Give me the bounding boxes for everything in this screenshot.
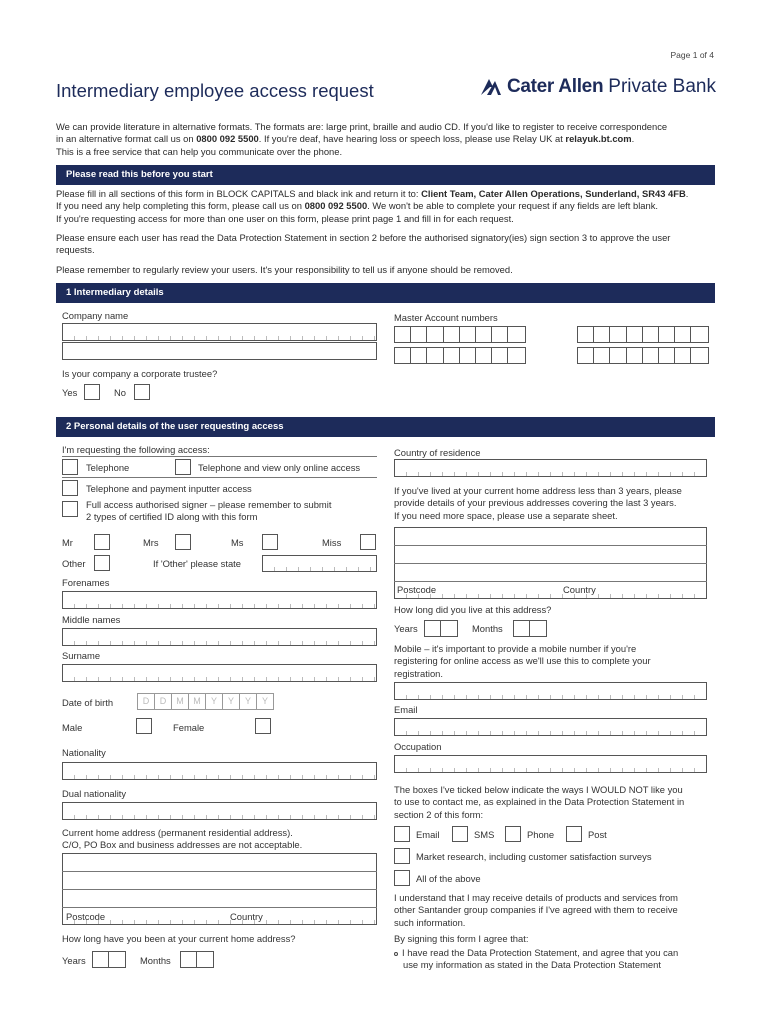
no-post-checkbox[interactable] [566,826,582,842]
other-label: Other [62,558,86,569]
no-label: No [114,387,126,398]
help-phone: 0800 092 5500 [304,200,368,212]
no-email-checkbox[interactable] [394,826,410,842]
read-first-p4: Please ensure each user has read the Data Protection Statement in section 2 before the authorised signatory(ies) sign section 3 to approve the user requests. [56,232,671,256]
no-sms-checkbox[interactable] [452,826,468,842]
mr-label: Mr [62,537,73,548]
requesting-label: I'm requesting the following access: [62,444,210,455]
mr-checkbox[interactable] [94,534,110,550]
understand-text: I understand that I may receive details of products and services from other Santander group companies if I've agreed with them to receive such information. [394,892,678,928]
email-field[interactable] [394,718,707,736]
male-checkbox[interactable] [136,718,152,734]
occupation-field[interactable] [394,755,707,773]
divider [62,889,377,890]
country-label: Country [230,911,263,922]
yes-label: Yes [62,387,78,398]
dob-year-1[interactable]: Y [205,693,223,710]
intro-text [56,121,716,158]
dob-month-2[interactable]: M [188,693,206,710]
dob-year-4[interactable]: Y [256,693,274,710]
intro-line-3: This is a free service that can help you communicate over the phone. [56,145,343,157]
tel-payment-checkbox[interactable] [62,480,78,496]
no-market-research-checkbox[interactable] [394,848,410,864]
divider [62,477,377,478]
logo-bold: Cater Allen [506,76,604,97]
dual-nationality-field[interactable] [62,802,377,820]
no-email-label: Email [416,829,440,840]
prev-months-field[interactable] [513,620,547,637]
dob-field[interactable] [137,693,273,710]
company-name-label: Company name [62,310,129,321]
dob-year-2[interactable]: Y [222,693,240,710]
trustee-yes-checkbox[interactable] [84,384,100,400]
middle-names-label: Middle names [62,614,121,625]
dob-year-3[interactable]: Y [239,693,257,710]
company-name-field-2[interactable] [62,342,377,360]
master-account-grid-2[interactable] [577,326,709,343]
corporate-trustee-label: Is your company a corporate trustee? [62,368,218,379]
years-field[interactable] [92,951,126,968]
market-research-label: Market research, including customer satisfaction surveys [416,851,652,862]
prev-years-label: Years [394,623,418,634]
section-1-heading: 1 Intermediary details [56,283,715,303]
return-address: Client Team, Cater Allen Operations, Sunderland, SR43 4FB [421,188,686,199]
tel-view-checkbox[interactable] [175,459,191,475]
occupation-label: Occupation [394,741,442,752]
agreement-bullet: I have read the Data Protection Statement, and agree that you can use my information as stated in the Data Protection Statement [394,947,678,972]
ms-label: Ms [231,537,244,548]
no-post-label: Post [588,829,607,840]
miss-label: Miss [322,537,342,548]
prev-country-label: Country [563,584,596,595]
dob-day-2[interactable]: D [154,693,172,710]
contact-preferences-text: The boxes I've ticked below indicate the ways I WOULD NOT like you to use to contact me, as explained in the Data Protection Statement in section 2 of this form: [394,784,685,820]
no-sms-label: SMS [474,829,495,840]
prev-postcode-label: Postcode [397,584,437,595]
mobile-field[interactable] [394,682,707,700]
previous-address-text: If you've lived at your current home address less than 3 years, please provide details of your previous addresses covering the last 3 years. If you need more space, please use a separate sheet. [394,485,682,521]
dob-month-1[interactable]: M [171,693,189,710]
all-above-checkbox[interactable] [394,870,410,886]
telephone-label: Telephone [86,462,130,473]
prev-months-label: Months [472,623,503,634]
years-label: Years [62,955,86,966]
other-state-label: If 'Other' please state [153,558,242,569]
mrs-label: Mrs [143,537,159,548]
prev-years-field[interactable] [424,620,458,637]
dual-nationality-label: Dual nationality [62,788,127,799]
tel-view-label: Telephone and view only online access [198,462,361,473]
nationality-field[interactable] [62,762,377,780]
forenames-field[interactable] [62,591,377,609]
surname-field[interactable] [62,664,377,682]
divider [62,871,377,872]
telephone-checkbox[interactable] [62,459,78,475]
surname-label: Surname [62,650,101,661]
no-phone-label: Phone [527,829,555,840]
female-label: Female [173,722,205,733]
no-phone-checkbox[interactable] [505,826,521,842]
middle-names-field[interactable] [62,628,377,646]
full-access-label: Full access authorised signer – please remember to submit 2 types of certified ID along with this form [86,499,332,522]
section-2-heading: 2 Personal details of the user requesting access [56,417,715,437]
signing-label: By signing this form I agree that: [394,933,529,944]
master-account-grid-1[interactable] [394,326,526,343]
divider [394,563,707,564]
bullet-icon [394,952,398,956]
how-long-current-label: How long have you been at your current home address? [62,933,296,944]
divider [62,907,377,908]
read-first-text: Please fill in all sections of this form in BLOCK CAPITALS and black ink and return it to: Client Team, Cater Allen Operations, Sunderland, SR43 4FB. If you need any help completing this form, please call us on 0800 092 5500. We won't be able to complete your request if any fields are left blank. If you're requesting access for more than one user on this form, please print page 1 and fill in for each request. [56,188,689,224]
months-label: Months [140,955,171,966]
all-above-label: All of the above [416,873,481,884]
country-residence-field[interactable] [394,459,707,477]
mobile-label: Mobile – it's important to provide a mobile number if you're registering for online access as we'll use this to complete your registration. [394,643,651,679]
page-title: Intermediary employee access request [56,80,374,101]
trustee-no-checkbox[interactable] [134,384,150,400]
divider [394,545,707,546]
master-account-grid-3[interactable] [394,347,526,364]
master-account-label: Master Account numbers [394,312,498,323]
forenames-label: Forenames [62,577,110,588]
tel-payment-label: Telephone and payment inputter access [86,483,252,494]
read-first-p5: Please remember to regularly review your users. It's your responsibility to tell us if anyone should be removed. [56,264,513,275]
male-label: Male [62,722,83,733]
dob-day-1[interactable]: D [137,693,155,710]
country-residence-label: Country of residence [394,447,481,458]
divider [62,456,377,457]
flame-logo-icon [479,77,503,97]
other-state-field[interactable] [262,555,377,572]
read-first-heading: Please read this before you start [56,165,715,185]
months-field[interactable] [180,951,214,968]
logo-rest: Private Bank [608,76,716,97]
master-account-grid-4[interactable] [577,347,709,364]
ms-checkbox[interactable] [262,534,278,550]
logo [479,76,716,98]
mrs-checkbox[interactable] [175,534,191,550]
divider [394,581,707,582]
email-label: Email [394,704,418,715]
how-long-this-label: How long did you live at this address? [394,604,552,615]
nationality-label: Nationality [62,747,106,758]
dob-label: Date of birth [62,697,114,708]
page-number: Page 1 of 4 [670,50,714,60]
full-access-checkbox[interactable] [62,501,78,517]
intro-line-1: We can provide literature in alternative formats. The formats are: large print, braille and audio CD. If you'd like to register to receive correspondence [56,121,668,132]
female-checkbox[interactable] [255,718,271,734]
company-name-field-1[interactable] [62,323,377,341]
miss-checkbox[interactable] [360,534,376,550]
current-address-label: Current home address (permanent residential address). C/O, PO Box and business addresses are not acceptable. [62,827,303,850]
postcode-label: Postcode [66,911,106,922]
intro-line-2: in an alternative format call us on 0800 092 5500. If you're deaf, have hearing loss or speech loss, please use Relay UK at relayuk.bt.com. [56,133,635,145]
phone-number: 0800 092 5500 [196,133,259,145]
other-checkbox[interactable] [94,555,110,571]
relay-link[interactable]: relayuk.bt.com [565,133,632,145]
